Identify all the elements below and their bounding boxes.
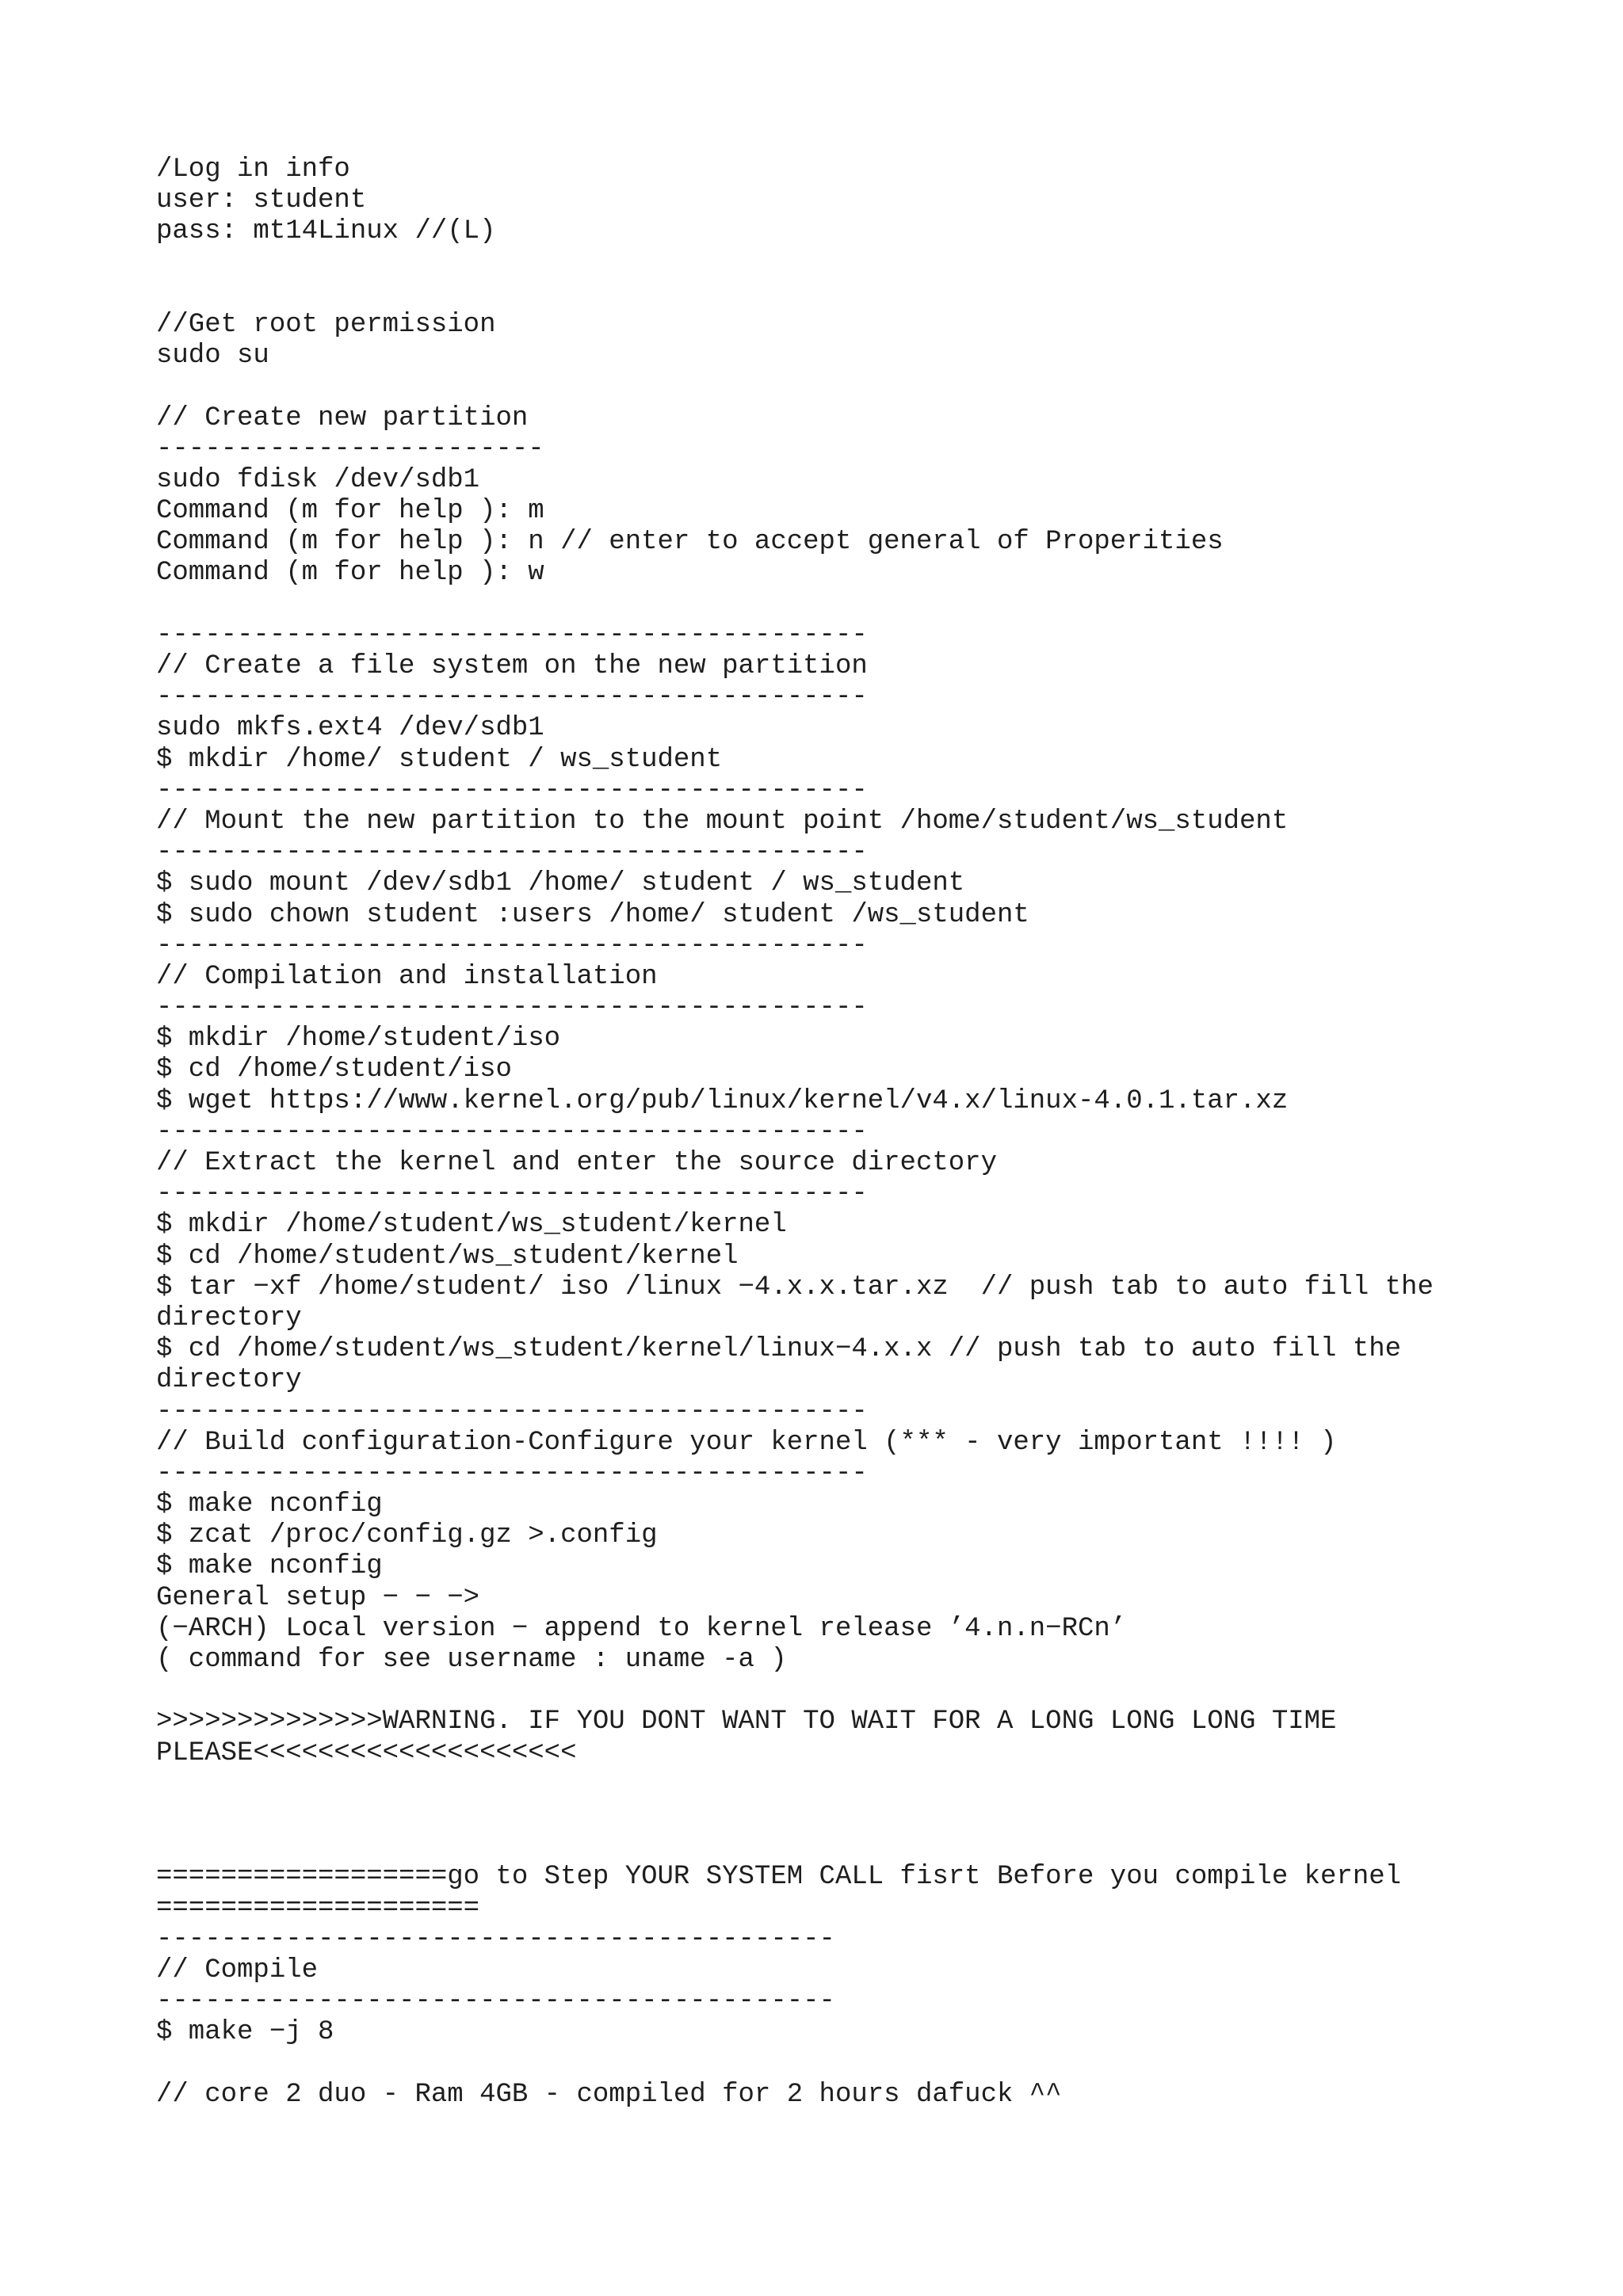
text-line: $ sudo mount /dev/sdb1 /home/ student / ws_student bbox=[156, 868, 965, 899]
text-line: directory bbox=[156, 1302, 302, 1333]
text-line: -------------------------------------------- bbox=[156, 930, 868, 961]
text-line: directory bbox=[156, 1365, 302, 1396]
text-line: $ mkdir /home/ student / ws_student bbox=[156, 744, 723, 775]
text-line: /Log in info bbox=[156, 154, 350, 185]
text-line bbox=[156, 1831, 1583, 1862]
text-line: sudo mkfs.ext4 /dev/sdb1 bbox=[156, 713, 544, 744]
text-line bbox=[156, 1800, 1583, 1831]
text-line: -------------------------------------------- bbox=[156, 1458, 868, 1489]
text-line: $ tar −xf /home/student/ iso /linux −4.x.x.tar.xz // push tab to auto fill the bbox=[156, 1272, 1434, 1302]
text-line: // Extract the kernel and enter the source directory bbox=[156, 1148, 997, 1178]
text-line: //Get root permission bbox=[156, 309, 496, 340]
text-line: ------------------------------------------ bbox=[156, 1924, 835, 1955]
text-line: Command (m for help ): m bbox=[156, 496, 544, 527]
text-line bbox=[156, 589, 1583, 620]
text-line: ==================go to Step YOUR SYSTEM CALL fisrt Before you compile kernel bbox=[156, 1862, 1402, 1893]
text-line: // Create a file system on the new partition bbox=[156, 651, 868, 681]
text-line: $ wget https://www.kernel.org/pub/linux/kernel/v4.x/linux-4.0.1.tar.xz bbox=[156, 1085, 1289, 1116]
text-line: ( command for see username : uname -a ) bbox=[156, 1645, 787, 1675]
text-line: user: student bbox=[156, 185, 367, 216]
text-line bbox=[156, 1769, 1583, 1800]
text-line: $ cd /home/student/ws_student/kernel/linux−4.x.x // push tab to auto fill the bbox=[156, 1334, 1402, 1365]
text-line: $ cd /home/student/iso bbox=[156, 1055, 512, 1085]
text-line: -------------------------------------------- bbox=[156, 1116, 868, 1147]
text-line: Command (m for help ): w bbox=[156, 558, 544, 589]
text-line: ------------------------ bbox=[156, 433, 544, 464]
text-line: Command (m for help ): n // enter to accept general of Properities bbox=[156, 527, 1224, 558]
text-line: $ make nconfig bbox=[156, 1551, 383, 1582]
text-line: // Mount the new partition to the mount point /home/student/ws_student bbox=[156, 806, 1289, 837]
text-line bbox=[156, 2048, 1583, 2079]
text-line: // Create new partition bbox=[156, 402, 529, 433]
text-line: ==================== bbox=[156, 1893, 480, 1924]
text-line: sudo fdisk /dev/sdb1 bbox=[156, 464, 480, 495]
text-line: -------------------------------------------- bbox=[156, 620, 868, 650]
text-line: ------------------------------------------ bbox=[156, 1986, 835, 2017]
text-line: $ mkdir /home/student/ws_student/kernel bbox=[156, 1210, 787, 1241]
text-line: $ make −j 8 bbox=[156, 2017, 334, 2048]
text-line: PLEASE<<<<<<<<<<<<<<<<<<<< bbox=[156, 1737, 577, 1768]
text-line: -------------------------------------------- bbox=[156, 1396, 868, 1427]
text-line: $ cd /home/student/ws_student/kernel bbox=[156, 1241, 739, 1272]
text-line bbox=[156, 1676, 1583, 1707]
text-line: -------------------------------------------- bbox=[156, 1179, 868, 1210]
text-line: -------------------------------------------- bbox=[156, 993, 868, 1024]
text-line: // Compilation and installation bbox=[156, 961, 658, 992]
text-line: $ make nconfig bbox=[156, 1489, 383, 1520]
text-line bbox=[156, 279, 1583, 310]
text-line bbox=[156, 372, 1583, 402]
text-line: $ zcat /proc/config.gz >.config bbox=[156, 1520, 658, 1551]
text-line: pass: mt14Linux //(L) bbox=[156, 216, 496, 247]
text-line: -------------------------------------------- bbox=[156, 775, 868, 806]
text-line bbox=[156, 248, 1583, 279]
text-line: -------------------------------------------- bbox=[156, 837, 868, 868]
text-line: (−ARCH) Local version − append to kernel release ’4.n.n−RCn’ bbox=[156, 1613, 1127, 1644]
text-line: $ sudo chown student :users /home/ student /ws_student bbox=[156, 899, 1029, 930]
text-line: // core 2 duo - Ram 4GB - compiled for 2 hours dafuck ^^ bbox=[156, 2079, 1062, 2110]
text-line: >>>>>>>>>>>>>>WARNING. IF YOU DONT WANT TO WAIT FOR A LONG LONG LONG TIME bbox=[156, 1707, 1337, 1737]
text-line: sudo su bbox=[156, 341, 269, 372]
text-line: General setup − − −> bbox=[156, 1582, 480, 1613]
text-line: -------------------------------------------- bbox=[156, 682, 868, 713]
document-page bbox=[156, 154, 1583, 2111]
text-line: $ mkdir /home/student/iso bbox=[156, 1024, 561, 1055]
text-line: // Compile bbox=[156, 1955, 319, 1985]
text-line: // Build configuration-Configure your kernel (*** - very important !!!! ) bbox=[156, 1427, 1337, 1458]
